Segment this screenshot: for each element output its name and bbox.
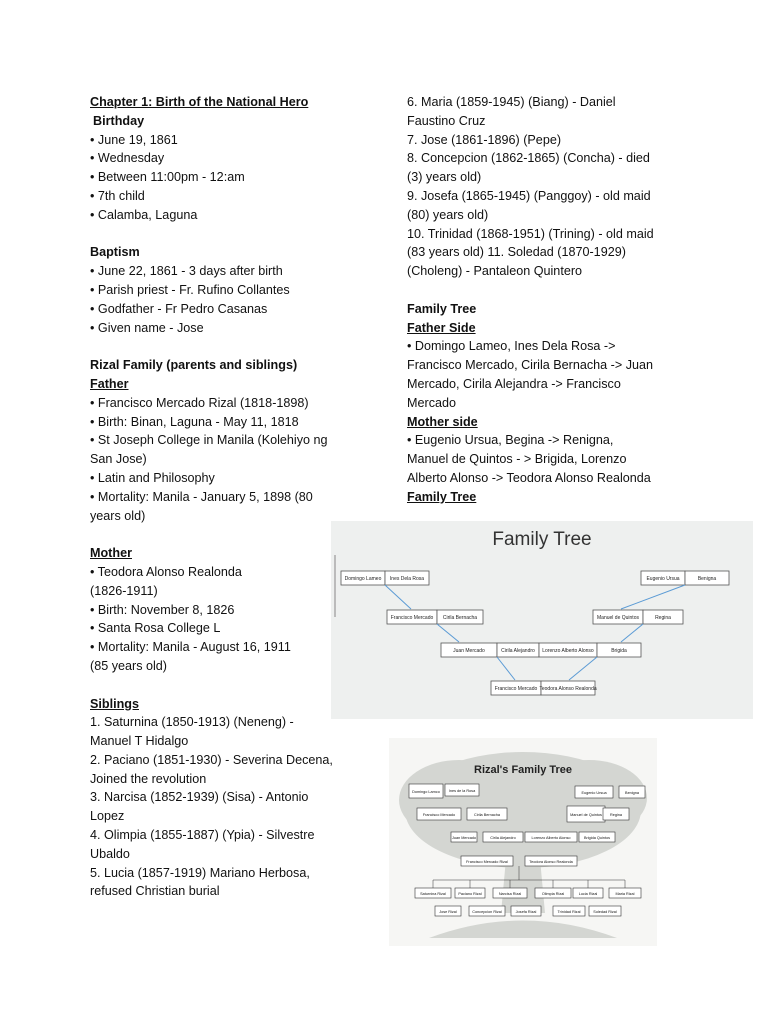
list-item: refused Christian burial [90,884,220,899]
node-label: Paciano Rizal [458,892,482,896]
list-item: • Eugenio Ursua, Begina -> Renigna, [407,433,614,448]
node-label: Benigna [697,576,717,582]
node-label: Domingo Lameo [344,576,382,582]
list-item: • Wednesday [90,151,165,166]
list-item: Manuel de Quintos - > Brigida, Lorenzo [407,452,627,467]
family-tree-heading: Family Tree [407,301,477,316]
list-item: 1. Saturnina (1850-1913) (Neneng) - [90,715,294,730]
birthday-heading: Birthday [93,113,145,128]
list-item: (83 years old) 11. Soledad (1870-1929) [407,245,626,260]
list-item: • Mortality: Manila - January 5, 1898 (80 [90,489,313,504]
list-item: Joined the revolution [90,771,207,786]
list-item: (80) years old) [407,207,489,222]
figure-title: Family Tree [492,529,592,550]
list-item: Mercado, Cirila Alejandra -> Francisco [407,376,621,391]
right-column [407,93,667,507]
father-side-heading: Father Side [407,320,476,335]
node-label: Brigida Quintos [584,836,610,840]
list-item: • Teodora Alonso Realonda [90,564,242,579]
node-label: Cirila Bernacha [474,813,500,817]
mother-side-heading: Mother side [407,414,478,429]
node-label: Soledad Rizal [593,910,617,914]
family-tree-figure [331,521,753,719]
family-tree-heading-2: Family Tree [407,489,477,504]
list-item: 2. Paciano (1851-1930) - Severina Decena, [90,752,333,767]
list-item: San Jose) [90,452,147,467]
node-label: Francisco Mercado [494,686,538,692]
node-label: Lucia Rizal [578,892,598,896]
node-label: Juan Mercado [453,648,485,654]
list-item: Faustino Cruz [407,113,486,128]
list-item: Ubaldo [90,846,130,861]
father-heading: Father [90,376,129,391]
list-item: Mercado [407,395,456,410]
node-label: Juan Mercado [451,836,477,840]
list-item: 6. Maria (1859-1945) (Biang) - Daniel [407,95,616,109]
list-item: 8. Concepcion (1862-1865) (Concha) - died [407,151,650,166]
list-item: Manuel T Hidalgo [90,734,189,749]
node-label: Francisco Mercado [390,615,434,621]
list-item: (1826-1911) [90,583,158,598]
node-label: Cirila Alejandro [490,836,516,840]
list-item: Alberto Alonso -> Teodora Alonso Realonda [407,470,651,485]
node-label: Cirila Alejandro [501,648,535,654]
list-item: 7. Jose (1861-1896) (Pepe) [407,132,562,147]
node-label: Francisco Mercado Rizal [466,860,508,864]
list-item: (85 years old) [90,658,167,673]
node-label: Regina [655,615,671,621]
list-item: 9. Josefa (1865-1945) (Panggoy) - old maid [407,188,651,203]
baptism-heading: Baptism [90,245,140,260]
node-label: Concepcion Rizal [472,910,502,914]
node-label: Jose Rizal [439,910,457,914]
node-label: Ines de la Rosa [448,789,476,793]
list-item: • Birth: November 8, 1826 [90,602,235,617]
node-label: Manuel de Quintos [570,813,602,817]
siblings-heading: Siblings [90,696,139,711]
list-item: Francisco Mercado, Cirila Bernacha -> Juan [407,358,654,373]
node-label: Lorenzo Alberto Alonso [542,648,594,654]
node-label: Trinidad Rizal [557,910,581,914]
list-item: • June 19, 1861 [90,132,178,147]
left-column [90,93,360,901]
node-label: Maria Rizal [615,892,635,896]
list-item: • St Joseph College in Manila (Kolehiyo ng [90,433,328,448]
node-label: Eugenio Ursua [581,791,607,795]
mother-heading: Mother [90,546,132,561]
list-item: • Mortality: Manila - August 16, 1911 [90,640,291,655]
node-label: Cirila Bernacha [442,615,478,621]
list-item: • Domingo Lameo, Ines Dela Rosa -> [407,339,616,354]
list-item: • Birth: Binan, Laguna - May 11, 1818 [90,414,299,429]
rizal-family-tree-diagram [389,738,657,946]
rizal-family-tree-figure [389,738,657,946]
family-tree-diagram [331,521,753,719]
list-item: • 7th child [90,188,145,203]
node-label: Eugenio Ursua [646,576,680,582]
list-item: • Latin and Philosophy [90,470,215,485]
list-item: • Parish priest - Fr. Rufino Collantes [90,282,290,297]
list-item: 10. Trinidad (1868-1951) (Trining) - old maid [407,226,654,241]
node-label: Teodora Alonso Realonda [529,860,573,864]
node-label: Saturnina Rizal [420,892,446,896]
node-label: Teodora Alonso Realonda [539,686,597,692]
node-label: Narcisa Rizal [498,892,522,896]
chapter-title: Chapter 1: Birth of the National Hero [90,95,309,109]
list-item: (3) years old) [407,170,482,185]
list-item: 3. Narcisa (1852-1939) (Sisa) - Antonio [90,790,309,805]
list-item: • June 22, 1861 - 3 days after birth [90,264,283,279]
list-item: • Godfather - Fr Pedro Casanas [90,301,268,316]
node-label: Josefa Rizal [515,910,537,914]
node-label: Domingo Lamco [412,790,440,794]
list-item: • Francisco Mercado Rizal (1818-1898) [90,395,309,410]
node-label: Manuel de Quintos [597,615,639,621]
node-label: Benigna [625,791,639,795]
node-label: Olimpia Rizal [541,892,565,896]
node-label: Ines Dela Rosa [389,576,425,582]
list-item: Lopez [90,809,125,824]
list-item: (Choleng) - Pantaleon Quintero [407,264,583,279]
list-item: 5. Lucia (1857-1919) Mariano Herbosa, [90,865,310,880]
list-item: • Santa Rosa College L [90,621,221,636]
list-item: years old) [90,508,146,523]
node-label: Regina [609,813,623,817]
node-label: Brigida [611,648,627,654]
list-item: 4. Olimpia (1855-1887) (Ypia) - Silvestre [90,828,315,843]
list-item: • Calamba, Laguna [90,207,198,222]
list-item: • Between 11:00pm - 12:am [90,170,245,185]
figure2-title: Rizal's Family Tree [474,764,572,776]
list-item: • Given name - Jose [90,320,204,335]
node-label: Lorenzo Alberto Alonso [531,836,571,840]
node-label: Francisco Mercado [422,813,456,817]
family-heading: Rizal Family (parents and siblings) [90,358,298,373]
